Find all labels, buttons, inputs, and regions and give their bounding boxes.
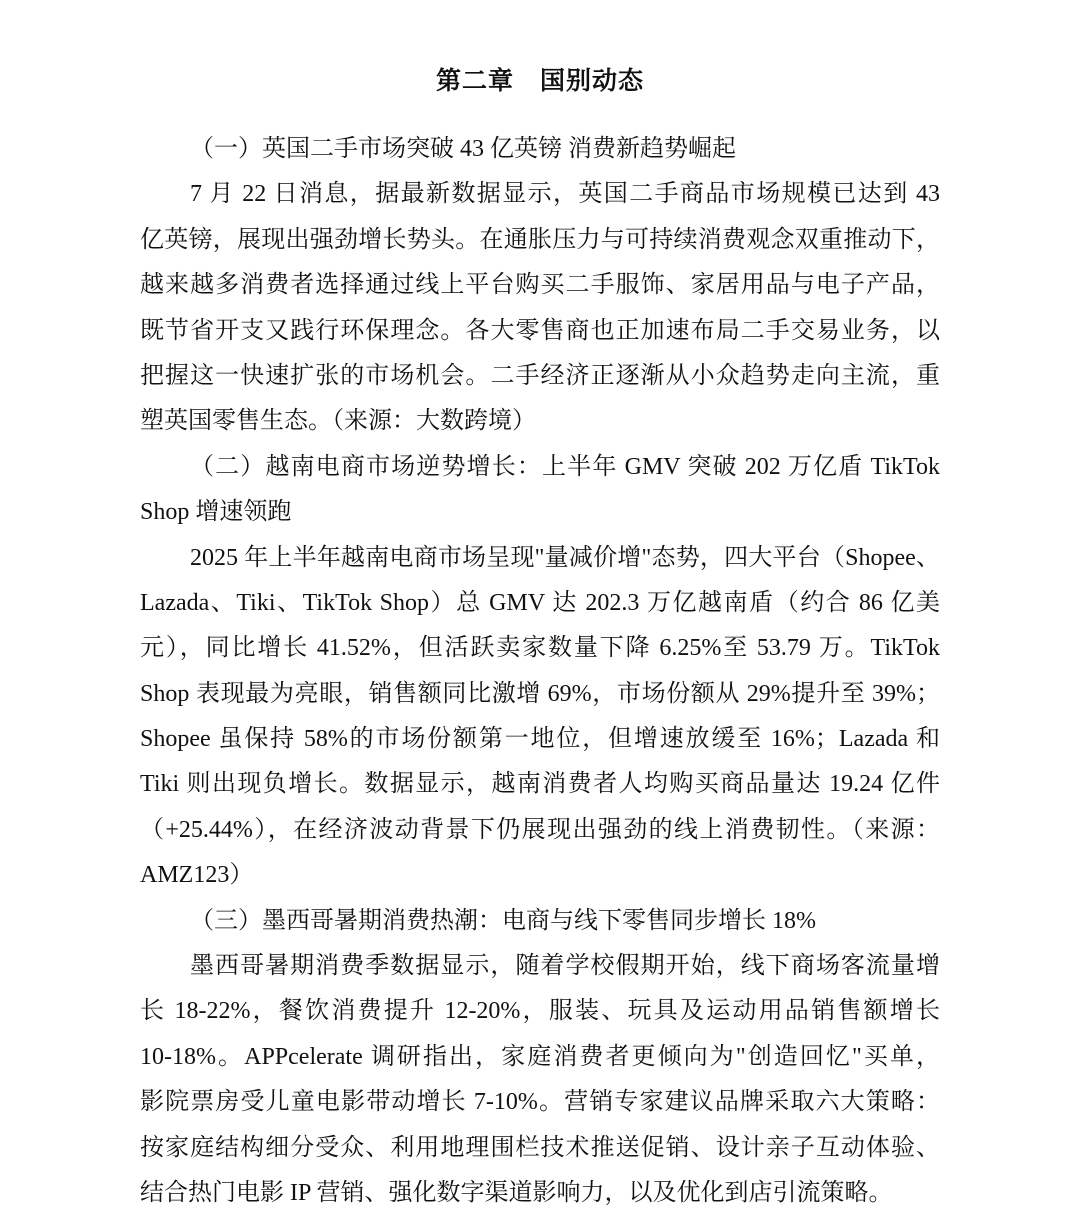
chapter-title: 第二章 国别动态 — [435, 68, 644, 95]
heading-line: （三）墨西哥暑期消费热潮：电商与线下零售同步增长 18% — [190, 907, 816, 934]
section-heading — [140, 127, 940, 172]
paragraph-line: 塑英国零售生态。（来源：大数跨境） — [140, 408, 536, 435]
heading-line: Shop 增速领跑 — [140, 499, 292, 526]
news-section — [140, 127, 940, 445]
section-paragraph — [140, 944, 940, 1216]
paragraph-line: 把握这一快速扩张的市场机会。二手经济正逐渐从小众趋势走向主流，重 — [140, 362, 940, 389]
paragraph-line: 2025 年上半年越南电商市场呈现"量减价增"态势，四大平台（Shopee、 — [190, 544, 940, 571]
section-heading — [140, 899, 940, 944]
paragraph-line: 亿英镑，展现出强劲增长势头。在通胀压力与可持续消费观念双重推动下， — [140, 226, 940, 253]
paragraph-line: Shopee 虽保持 58%的市场份额第一地位，但增速放缓至 16%；Lazada 和 — [140, 726, 940, 753]
paragraph-line: 越来越多消费者选择通过线上平台购买二手服饰、家居用品与电子产品， — [140, 272, 940, 299]
paragraph-line: Shop 表现最为亮眼，销售额同比激增 69%，市场份额从 29%提升至 39%； — [140, 680, 940, 707]
paragraph-line: （+25.44%），在经济波动背景下仍展现出强劲的线上消费韧性。（来源： — [140, 816, 940, 843]
paragraph-line: 10-18%。APPcelerate 调研指出，家庭消费者更倾向为"创造回忆"买单， — [140, 1043, 940, 1070]
paragraph-line: AMZ123） — [140, 862, 254, 889]
paragraph-line: 墨西哥暑期消费季数据显示，随着学校假期开始，线下商场客流量增 — [190, 953, 940, 980]
paragraph-line: 长 18-22%，餐饮消费提升 12-20%，服装、玩具及运动用品销售额增长 — [140, 998, 940, 1025]
heading-line: （二）越南电商市场逆势增长：上半年 GMV 突破 202 万亿盾 TikTok — [190, 453, 940, 480]
heading-line: （一）英国二手市场突破 43 亿英镑 消费新趋势崛起 — [190, 136, 736, 162]
paragraph-line: Lazada、Tiki、TikTok Shop）总 GMV 达 202.3 万亿越南盾（约合 86 亿美 — [140, 589, 940, 616]
document-body — [140, 127, 940, 1216]
section-heading — [140, 445, 940, 536]
news-section — [140, 899, 940, 1216]
news-section — [140, 445, 940, 899]
section-paragraph — [140, 172, 940, 444]
paragraph-line: 既节省开支又践行环保理念。各大零售商也正加速布局二手交易业务，以 — [140, 317, 940, 344]
paragraph-line: 结合热门电影 IP 营销、强化数字渠道影响力，以及优化到店引流策略。 — [140, 1179, 893, 1206]
paragraph-line: 元），同比增长 41.52%，但活跃卖家数量下降 6.25%至 53.79 万。TikTok — [140, 635, 940, 662]
paragraph-line: Tiki 则出现负增长。数据显示，越南消费者人均购买商品量达 19.24 亿件 — [140, 771, 940, 798]
paragraph-line: 7 月 22 日消息，据最新数据显示，英国二手商品市场规模已达到 43 — [190, 181, 940, 208]
paragraph-line: 按家庭结构细分受众、利用地理围栏技术推送促销、设计亲子互动体验、 — [140, 1134, 940, 1161]
paragraph-line: 影院票房受儿童电影带动增长 7-10%。营销专家建议品牌采取六大策略： — [140, 1089, 940, 1116]
section-paragraph — [140, 536, 940, 899]
